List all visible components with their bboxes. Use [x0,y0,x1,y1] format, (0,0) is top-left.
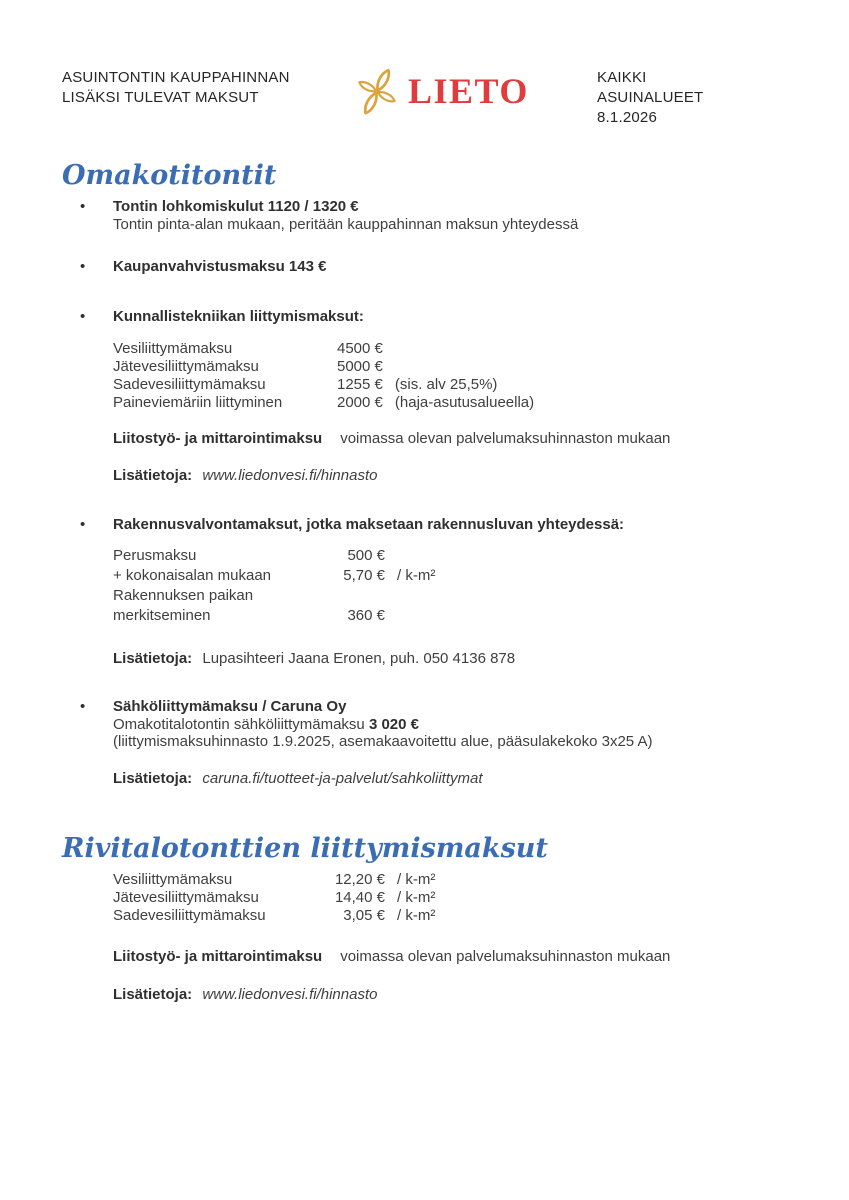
bullet-dot [80,698,113,751]
table-row [113,889,435,907]
table-row [113,871,435,889]
bullet-lohkomiskulut [80,198,578,233]
table-row [113,394,534,412]
fee-label: Paineviemäriin liittyminen [113,394,283,411]
table-row [113,546,435,566]
fee-line-label: Liitostyö- ja mittarointimaksu [113,948,323,965]
bullet-lohkomiskulut-desc: Tontin pinta-alan mukaan, peritään kauppahinnan maksun yhteydessä [113,215,579,233]
info-contact: Lupasihteeri Jaana Eronen, puh. 050 4136 878 [202,650,516,667]
info-label: Lisätietoja: [113,986,193,1003]
info-link-caruna: caruna.fi/tuotteet-ja-palvelut/sahkoliittymat [202,770,483,787]
bullet-sahkoliittyma [80,698,652,751]
info-link-liedonvesi: www.liedonvesi.fi/hinnasto [202,467,378,484]
header-right-date: 8.1.2026 [597,109,657,126]
table-row [113,606,435,626]
fee-value [325,586,385,606]
bullet-rakennusvalvonta-title: Rakennusvalvontamaksut, jotka maksetaan rakennusluvan yhteydessä: [113,516,625,533]
bullet-sahkoliittyma-title: Sähköliittymämaksu / Caruna Oy [113,698,347,715]
info-label: Lisätietoja: [113,467,193,484]
bullet-lohkomiskulut-title: Tontin lohkomiskulut 1120 / 1320 € [113,198,359,215]
info-label: Lisätietoja: [113,650,193,667]
section-title-omakotitontit: Omakotitontit [62,160,277,191]
info-line-vesi-2 [113,986,377,1003]
table-row [113,358,534,376]
fee-value: 1255 € [337,376,383,393]
info-label: Lisätietoja: [113,770,193,787]
table-row [113,340,534,358]
bullet-dot [80,258,113,276]
fee-value: 5,70 € [343,567,385,584]
fee-value: 500 € [347,547,385,564]
table-row [113,566,435,586]
bullet-kunnallistekniikka [80,308,364,326]
header-left-line1: ASUINTONTIN KAUPPAHINNAN [62,69,290,86]
fee-note: / k-m² [397,871,436,888]
fee-label: + kokonaisalan mukaan [113,567,272,584]
fee-line-value: voimassa olevan palvelumaksuhinnaston mukaan [340,948,671,965]
section-title-rivitalotontit: Rivitalotonttien liittymismaksut [62,833,548,864]
bullet-dot [80,198,113,233]
fee-label: Jätevesiliittymämaksu [113,358,259,375]
table-row [113,376,534,394]
table-row [113,907,435,925]
header-right [597,68,703,128]
info-line-vesi [113,467,377,484]
kunnallistekniikka-fee-table [113,340,534,412]
bullet-sahkoliittyma-line1 [113,716,652,734]
fee-value: 12,20 € [334,871,385,888]
header-right-line2: ASUINALUEET [597,89,704,106]
info-line-lupasihteeri [113,650,515,667]
fee-label: Vesiliittymämaksu [113,871,233,888]
fee-value: 2000 € [337,394,383,411]
fee-value: 360 € [347,607,385,624]
fee-label: merkitseminen [113,607,211,624]
fee-label: Sadevesiliittymämaksu [113,907,266,924]
table-row [113,586,435,606]
fee-line-value: voimassa olevan palvelumaksuhinnaston mukaan [340,430,671,447]
fee-note: / k-m² [397,889,436,906]
bullet-sahkoliittyma-line2: (liittymismaksuhinnasto 1.9.2025, asemakaavoitettu alue, pääsulakekoko 3x25 A) [113,733,653,750]
lieto-flower-icon [350,62,404,120]
fee-label: Perusmaksu [113,547,197,564]
fee-note: (sis. alv 25,5%) [394,376,498,393]
fee-note: / k-m² [397,567,436,584]
fee-label: Sadevesiliittymämaksu [113,376,266,393]
sahko-line1-text: Omakotitalotontin sähköliittymämaksu [113,715,369,733]
rivitalo-fee-table [113,871,435,925]
bullet-dot [80,516,113,534]
fee-value: 3,05 € [343,907,385,924]
bullet-kaupanvahvistus-title: Kaupanvahvistusmaksu 143 € [113,258,327,275]
sahko-line1-price: 3 020 € [368,715,419,733]
fee-label: Vesiliittymämaksu [113,340,233,357]
header-right-line1: KAIKKI [597,69,647,86]
header-left [62,68,290,108]
fee-label: Rakennuksen paikan [113,587,254,604]
lieto-logo [350,62,529,120]
liitostyo-fee-line-2 [113,948,670,965]
liitostyo-fee-line [113,430,670,447]
fee-value: 14,40 € [334,889,385,906]
bullet-rakennusvalvonta [80,516,624,534]
bullet-kaupanvahvistus [80,258,326,276]
fee-label: Jätevesiliittymämaksu [113,889,259,906]
info-line-caruna [113,770,483,787]
fee-value: 5000 € [337,358,383,375]
fee-value: 4500 € [337,340,383,357]
info-link-liedonvesi: www.liedonvesi.fi/hinnasto [202,986,378,1003]
rakennusvalvonta-fee-table [113,546,435,626]
bullet-dot [80,308,113,326]
fee-line-label: Liitostyö- ja mittarointimaksu [113,430,323,447]
bullet-kunnallistekniikka-title: Kunnallistekniikan liittymismaksut: [113,308,364,325]
lieto-logo-text: LIETO [408,71,529,111]
fee-note: / k-m² [397,907,436,924]
header-left-line2: LISÄKSI TULEVAT MAKSUT [62,89,259,106]
fee-note: (haja-asutusalueella) [394,394,535,411]
